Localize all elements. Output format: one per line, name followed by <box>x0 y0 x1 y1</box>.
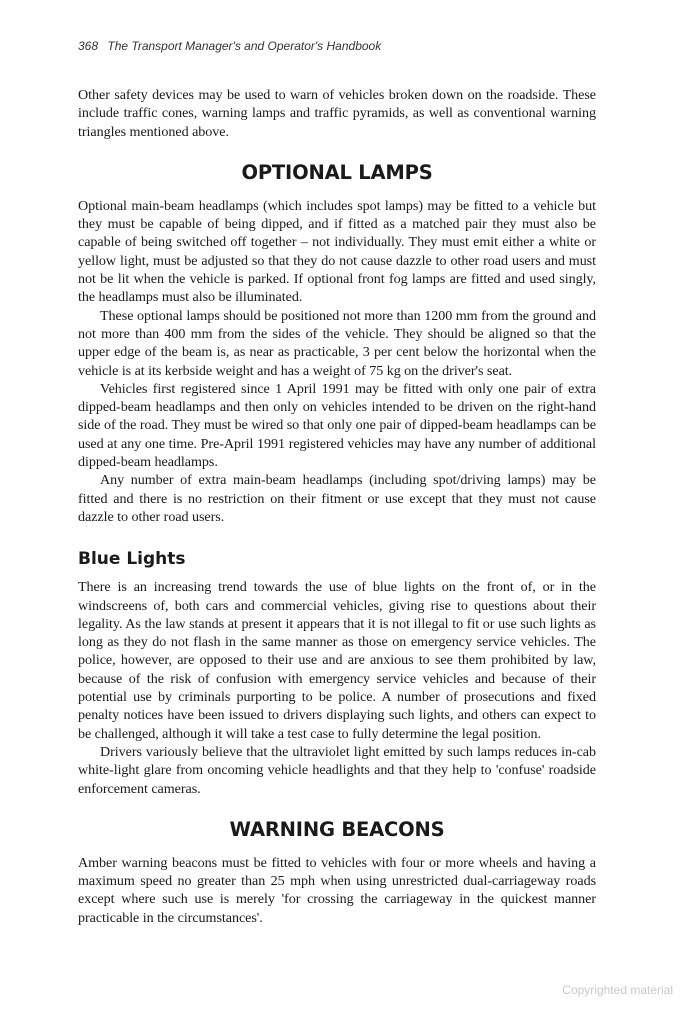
blue-lights-heading: Blue Lights <box>78 549 186 570</box>
optional-lamps-paragraph-3: Vehicles first registered since 1 April 1991 may be fitted with only one pair of extra dipped-beam headlamps and then only on vehicles intended to be driven on the right-hand side of the road. They must be wired so that only one pair of dipped-beam headlamps can be used at any one time. Pre-April 1991 registered vehicles may have any number of additional dipped-beam headlamps. <box>78 380 596 471</box>
warning-beacons-section <box>78 818 596 927</box>
warning-beacons-paragraph-1: Amber warning beacons must be fitted to vehicles with four or more wheels and having a maximum speed no greater than 25 mph when using unrestricted dual-carriageway roads except where such use is merely 'for crossing the carriageway in the quickest manner practicable in the circumstances'. <box>78 854 596 926</box>
copyright-watermark: Copyrighted material <box>562 983 673 997</box>
blue-lights-paragraph-2: Drivers variously believe that the ultraviolet light emitted by such lamps reduces in-cab white-light glare from oncoming vehicle headlights and that they help to 'confuse' roadside enforcement cameras. <box>78 743 596 797</box>
warning-beacons-heading: WARNING BEACONS <box>229 817 445 841</box>
optional-lamps-paragraph-1: Optional main-beam headlamps (which includes spot lamps) may be fitted to a vehicle but they must be capable of being dipped, and if fitted as a matched pair they must also be capable of being switched off together – not individually. They must emit either a white or yellow light, must be adjusted so that they do not cause dazzle to other road users and must not be lit when the vehicle is parked. If optional front fog lamps are fitted and used singly, the headlamps must also be illuminated. <box>78 197 596 306</box>
running-head <box>78 38 596 54</box>
page-number: 368 <box>78 39 99 53</box>
optional-lamps-paragraph-2: These optional lamps should be positioned not more than 1200 mm from the ground and not more than 400 mm from the sides of the vehicle. They should be aligned so that the upper edge of the beam is, as near as practicable, 3 per cent below the horizontal when the vehicle is at its kerbside weight and has a weight of 75 kg on the driver's seat. <box>78 307 596 379</box>
intro-section <box>78 86 596 141</box>
intro-paragraph: Other safety devices may be used to warn of vehicles broken down on the roadside. These include traffic cones, warning lamps and traffic pyramids, as well as conventional warning triangles mentioned above. <box>78 87 596 140</box>
blue-lights-section <box>78 548 596 798</box>
optional-lamps-section <box>78 161 596 526</box>
optional-lamps-heading: OPTIONAL LAMPS <box>241 160 433 184</box>
optional-lamps-paragraph-4: Any number of extra main-beam headlamps (including spot/driving lamps) may be fitted and there is no restriction on their fitment or use except that they must not cause dazzle to other road users. <box>78 472 596 525</box>
book-page <box>78 38 596 927</box>
blue-lights-paragraph-1: There is an increasing trend towards the use of blue lights on the front of, or in the windscreens of, both cars and commercial vehicles, giving rise to questions about their legality. As the law stands at present it appears that it is not illegal to fit or use such lights as long as they do not flash in the same manner as those on emergency service vehicles. The police, however, are opposed to their use and are anxious to see them prohibited by law, because of the risk of confusion with emergency service vehicles and because of their potential use by criminals purporting to be police. A number of prosecutions and fixed penalty notices have been issued to drivers displaying such lights, and others can expect to be challenged, although it will take a test case to fully determine the legal position. <box>78 579 596 742</box>
book-title: The Transport Manager's and Operator's Handbook <box>107 39 382 53</box>
